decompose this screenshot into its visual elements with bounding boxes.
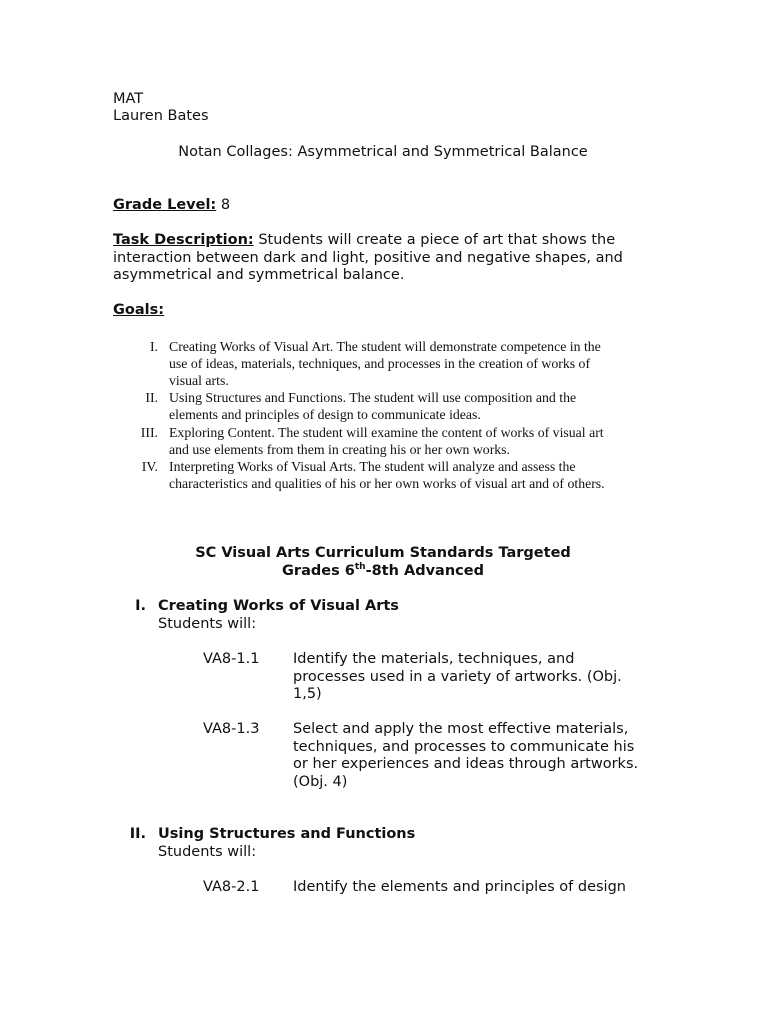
goal-item — [169, 458, 659, 492]
goal-line: Exploring Content. The student will examine the content of works of visual art — [169, 425, 604, 440]
standards-heading — [113, 545, 653, 580]
standards-heading-line-1: SC Visual Arts Curriculum Standards Targeted — [195, 545, 571, 561]
grade-level — [113, 197, 230, 215]
goal-number: I. — [149, 339, 158, 354]
standard-code: VA8-1.3 — [203, 721, 260, 737]
standard-line: techniques, and processes to communicate his — [293, 738, 635, 755]
goal-item — [169, 338, 659, 389]
standard-text — [293, 879, 663, 897]
standards-grades-text: Grades 6 — [282, 562, 355, 579]
standard-line: or her experiences and ideas through artworks. — [293, 756, 639, 772]
goal-line: Interpreting Works of Visual Arts. The student will analyze and assess the — [169, 459, 576, 474]
goal-number: III. — [140, 425, 158, 440]
task-description-line-3: asymmetrical and symmetrical balance. — [113, 267, 405, 283]
standard-line: 1,5) — [293, 686, 322, 702]
standard-line: Select and apply the most effective materials, — [293, 721, 629, 737]
standard-line: Identify the materials, techniques, and — [293, 651, 575, 667]
goal-item — [169, 424, 659, 458]
standard-text — [293, 651, 663, 704]
standard-code: VA8-2.1 — [203, 879, 260, 895]
grade-level-value: 8 — [216, 197, 231, 213]
section-number: I. — [135, 598, 146, 614]
section-title: Using Structures and Functions — [158, 826, 416, 842]
goal-line: visual arts. — [169, 373, 229, 388]
standards-grades-suffix: -8th Advanced — [365, 562, 484, 579]
standard-line: (Obj. 4) — [293, 773, 348, 790]
standard-text — [293, 721, 663, 791]
header-author: Lauren Bates — [113, 108, 209, 124]
goal-line: use of ideas, materials, techniques, and processes in the creation of works of — [169, 356, 591, 371]
section-number: II. — [129, 826, 146, 842]
document-title: Notan Collages: Asymmetrical and Symmetrical Balance — [178, 144, 588, 160]
goal-item — [169, 389, 659, 423]
goal-line: elements and principles of design to communicate ideas. — [169, 407, 481, 422]
goal-line: and use elements from them in creating his or her own works. — [169, 442, 511, 457]
goal-number: IV. — [141, 459, 158, 474]
task-description — [113, 232, 673, 285]
standard-code: VA8-1.1 — [203, 651, 260, 667]
standard-line: Identify the elements and principles of design — [293, 879, 626, 895]
grade-level-label: Grade Level: — [113, 197, 217, 213]
standard-line: processes used in a variety of artworks. (Obj. — [293, 668, 622, 685]
goal-number: II. — [145, 390, 158, 405]
goal-line: characteristics and qualities of his or her own works of visual art and of others. — [169, 476, 605, 491]
section-subtitle: Students will: — [158, 844, 257, 860]
task-description-line-2: interaction between dark and light, positive and negative shapes, and — [113, 249, 623, 266]
goal-line: Using Structures and Functions. The student will use composition and the — [169, 390, 577, 405]
standards-grades-sup: th — [354, 561, 366, 572]
standards-heading-line-2 — [113, 563, 653, 581]
section-subtitle: Students will: — [158, 616, 257, 632]
goal-line: Creating Works of Visual Art. The student will demonstrate competence in the — [169, 339, 601, 354]
task-description-line-1: Students will create a piece of art that shows the — [253, 232, 616, 248]
section-title: Creating Works of Visual Arts — [158, 598, 399, 614]
task-description-label: Task Description: — [113, 232, 254, 248]
goals-heading: Goals: — [113, 302, 165, 318]
header-line-1: MAT — [113, 91, 144, 107]
